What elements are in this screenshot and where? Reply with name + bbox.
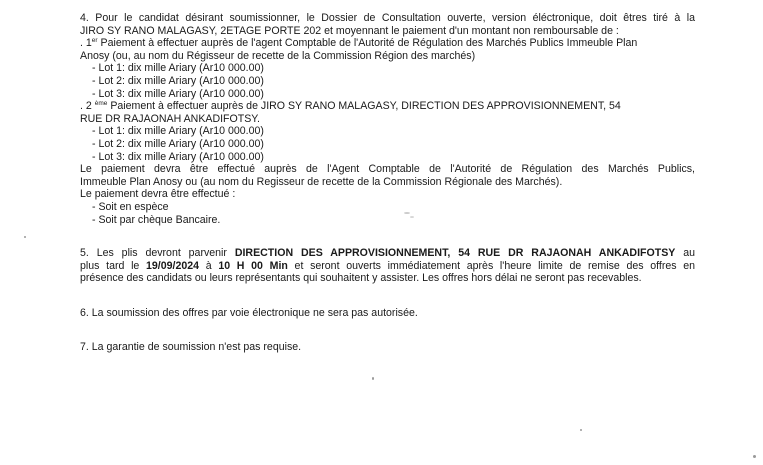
scan-speck (372, 377, 374, 380)
scan-speck (404, 212, 410, 214)
payment-2-line (80, 100, 695, 113)
scan-speck (580, 429, 582, 431)
section-4 (80, 12, 695, 226)
payment-2-prefix: . 2 (80, 100, 92, 113)
lot-item: - Lot 3: dix mille Ariary (Ar10 000.00) (92, 150, 264, 163)
section-7-text: 7. La garantie de soumission n'est pas requise. (80, 341, 302, 353)
section-4-line-2: JIRO SY RANO MALAGASY, 2ETAGE PORTE 202 et moyennant le paiement d'un montant non remboursable de : (80, 24, 619, 37)
deadline-suffix: et seront ouverts immédiatement après l'heure limite de remise des offres en (287, 259, 696, 272)
payment-note-line-1: Le paiement devra être effectué auprès de l'Agent Comptable de l'Autorité de Régulation des Marchés Publics, (80, 163, 695, 176)
deadline-time: 10 H 00 Min (218, 259, 288, 272)
payment-1-continuation: Anosy (ou, au nom du Régisseur de recette de la Commission Région des marchés) (80, 49, 476, 62)
scan-speck (410, 216, 414, 218)
payment-method: - Soit en espèce (92, 200, 169, 213)
payment-1-superscript: er (91, 37, 98, 45)
section-5 (80, 247, 695, 285)
payment-note-line-2: Immeuble Plan Anosy ou (au nom du Regisseur de recette de la Commission Régionale des Marchés). (80, 175, 563, 188)
scan-speck (753, 455, 756, 458)
section-5-intro: 5. Les plis devront parvenir (80, 247, 235, 259)
payment-2-text: Paiement à effectuer auprès de JIRO SY RANO MALAGASY, DIRECTION DES APPROVISIONNEMENT, 54 (110, 100, 621, 113)
section-5-line-1 (80, 247, 695, 260)
section-6 (80, 307, 695, 320)
payment-2-continuation: RUE DR RAJAONAH ANKADIFOTSY. (80, 112, 260, 125)
deadline-at: à (199, 259, 219, 272)
lot-item: - Lot 1: dix mille Ariary (Ar10 000.00) (92, 125, 264, 138)
deadline-prefix: plus tard le (80, 259, 147, 272)
delivery-address: DIRECTION DES APPROVISIONNEMENT, 54 RUE DR RAJAONAH ANKADIFOTSY (234, 247, 676, 259)
section-4-line-1: 4. Pour le candidat désirant soumissionner, le Dossier de Consultation ouverte, version éléctronique, doit êtres tiré à la (80, 12, 695, 24)
section-6-text: 6. La soumission des offres par voie électronique ne sera pas autorisée. (80, 307, 418, 319)
scan-speck (24, 236, 26, 238)
section-7 (80, 341, 695, 354)
payment-1-text: Paiement à effectuer auprès de l'agent Comptable de l'Autorité de Régulation des Marchés Publics Immeuble Plan (100, 37, 638, 50)
lot-item: - Lot 1: dix mille Ariary (Ar10 000.00) (92, 62, 264, 75)
lot-item: - Lot 2: dix mille Ariary (Ar10 000.00) (92, 74, 264, 87)
section-5-tail: au (675, 247, 695, 259)
section-5-line-2 (80, 260, 695, 273)
payment-method: - Soit par chèque Bancaire. (92, 213, 221, 226)
section-5-line-3: présence des candidats ou leurs représentants qui souhaitent y assister. Les offres hors délai ne seront pas recevables. (80, 272, 642, 285)
payment-note-line-3: Le paiement devra être effectué : (80, 188, 236, 201)
payment-1-prefix: . 1 (80, 37, 92, 50)
lot-item: - Lot 2: dix mille Ariary (Ar10 000.00) (92, 137, 264, 150)
payment-1-line (80, 37, 695, 50)
lot-item: - Lot 3: dix mille Ariary (Ar10 000.00) (92, 87, 264, 100)
deadline-date: 19/09/2024 (146, 259, 200, 272)
payment-2-superscript: ème (94, 100, 108, 108)
